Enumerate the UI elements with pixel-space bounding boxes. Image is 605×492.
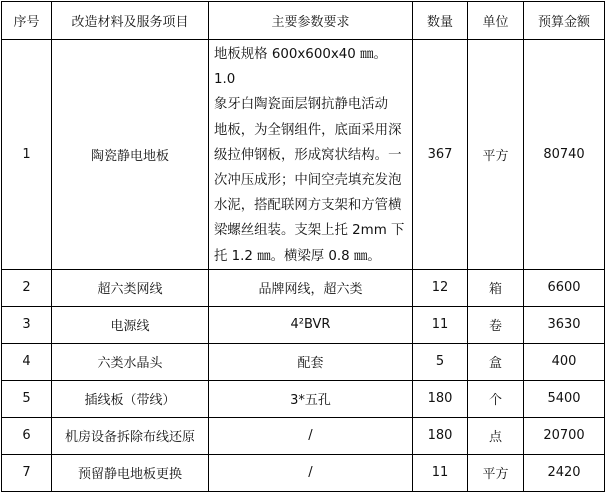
cell-params: 地板规格 600x600x40 ㎜。1.0 象牙白陶瓷面层钢抗静电活动 地板，为全钢组件，底面采用深 级拉伸钢板，形成窝状结构。一 次冲压成形；中间空壳填充发泡 水泥，搭配联网方支架和方管横 梁螺丝组装。支架上托 2mm 下 托 1.2 ㎜。横梁厚 0.8 ㎜。 bbox=[209, 40, 413, 270]
cell-budget: 6600 bbox=[524, 269, 605, 306]
document-page bbox=[1, 1, 605, 492]
procurement-table bbox=[1, 1, 605, 492]
cell-budget: 400 bbox=[524, 343, 605, 380]
cell-params: 配套 bbox=[209, 343, 413, 380]
cell-budget: 2420 bbox=[524, 454, 605, 491]
cell-params: 3*五孔 bbox=[209, 380, 413, 417]
cell-params: / bbox=[209, 417, 413, 454]
cell-params: 品牌网线，超六类 bbox=[209, 269, 413, 306]
table-row bbox=[2, 417, 605, 454]
table-row bbox=[2, 343, 605, 380]
cell-qty: 180 bbox=[413, 417, 468, 454]
cell-item: 插线板（带线） bbox=[52, 380, 209, 417]
header-qty: 数量 bbox=[413, 2, 468, 40]
cell-qty: 367 bbox=[413, 40, 468, 270]
cell-qty: 5 bbox=[413, 343, 468, 380]
table-row bbox=[2, 380, 605, 417]
header-budget: 预算金额 bbox=[524, 2, 605, 40]
cell-item: 电源线 bbox=[52, 306, 209, 343]
cell-item: 预留静电地板更换 bbox=[52, 454, 209, 491]
cell-budget: 5400 bbox=[524, 380, 605, 417]
cell-unit: 盒 bbox=[468, 343, 524, 380]
cell-qty: 11 bbox=[413, 306, 468, 343]
cell-budget: 80740 bbox=[524, 40, 605, 270]
cell-params: 4²BVR bbox=[209, 306, 413, 343]
cell-unit: 箱 bbox=[468, 269, 524, 306]
header-unit: 单位 bbox=[468, 2, 524, 40]
table-row bbox=[2, 306, 605, 343]
cell-unit: 点 bbox=[468, 417, 524, 454]
header-item: 改造材料及服务项目 bbox=[52, 2, 209, 40]
table-header bbox=[2, 2, 605, 40]
cell-seq: 6 bbox=[2, 417, 52, 454]
cell-unit: 个 bbox=[468, 380, 524, 417]
header-seq: 序号 bbox=[2, 2, 52, 40]
cell-seq: 4 bbox=[2, 343, 52, 380]
cell-unit: 平方 bbox=[468, 40, 524, 270]
cell-qty: 11 bbox=[413, 454, 468, 491]
cell-item: 超六类网线 bbox=[52, 269, 209, 306]
header-params: 主要参数要求 bbox=[209, 2, 413, 40]
cell-seq: 2 bbox=[2, 269, 52, 306]
cell-unit: 卷 bbox=[468, 306, 524, 343]
table-body bbox=[2, 40, 605, 492]
table-row bbox=[2, 454, 605, 491]
cell-item: 六类水晶头 bbox=[52, 343, 209, 380]
cell-budget: 20700 bbox=[524, 417, 605, 454]
cell-item: 机房设备拆除布线还原 bbox=[52, 417, 209, 454]
cell-qty: 12 bbox=[413, 269, 468, 306]
table-row bbox=[2, 269, 605, 306]
cell-unit: 平方 bbox=[468, 454, 524, 491]
cell-seq: 5 bbox=[2, 380, 52, 417]
header-row bbox=[2, 2, 605, 40]
cell-seq: 1 bbox=[2, 40, 52, 270]
table-row bbox=[2, 40, 605, 270]
cell-seq: 3 bbox=[2, 306, 52, 343]
cell-item: 陶瓷静电地板 bbox=[52, 40, 209, 270]
cell-seq: 7 bbox=[2, 454, 52, 491]
cell-params: / bbox=[209, 454, 413, 491]
cell-qty: 180 bbox=[413, 380, 468, 417]
cell-budget: 3630 bbox=[524, 306, 605, 343]
